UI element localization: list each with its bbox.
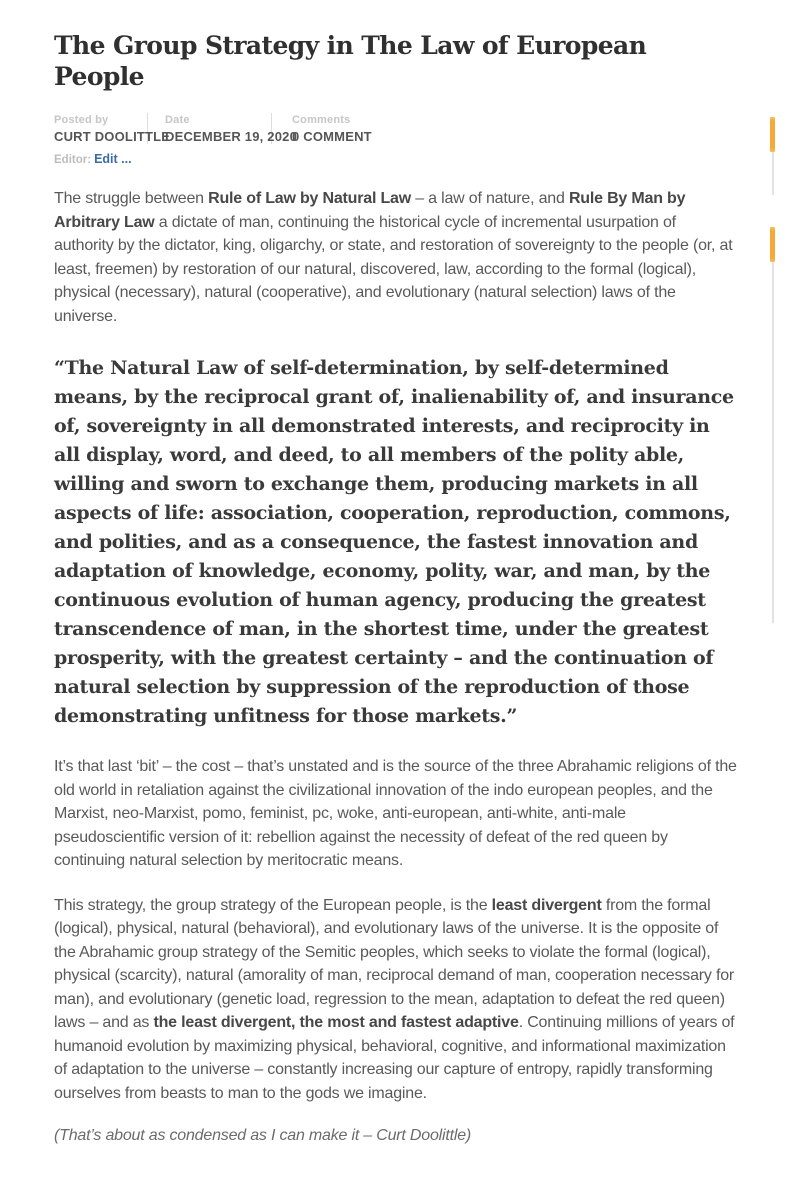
- paragraph-intro: The struggle between Rule of Law by Natural Law – a law of nature, and Rule By Man by Arbitrary Law a dictate of man, continuing the historical cycle of incremental usurpation of authority by the dictator, king, oligarchy, or state, and restoration of sovereignty to the people (or, at least, freemen) by restoration of our natural, discovered, law, according to the formal (logical), physical (necessary), natural (cooperative), and evolutionary (natural selection) laws of the universe.: [54, 190, 733, 325]
- comments-label: Comments: [292, 114, 351, 126]
- annotation-marker-1: [770, 117, 775, 195]
- signoff-note: (That’s about as condensed as I can make it – Curt Doolittle): [54, 1127, 472, 1144]
- annotation-marker-2: [770, 227, 775, 623]
- edit-link[interactable]: Edit ...: [94, 152, 132, 166]
- meta-posted-by: [54, 113, 171, 144]
- post-meta-row: [54, 113, 738, 144]
- date-value: DECEMBER 19, 2020: [165, 129, 298, 144]
- comments-value: 0 COMMENT: [292, 129, 372, 144]
- annotation-trail-line: [772, 152, 774, 195]
- highlight-marker-icon[interactable]: [770, 117, 775, 152]
- posted-by-value: CURT DOOLITTLE: [54, 129, 171, 144]
- paragraph-strategy: This strategy, the group strategy of the European people, is the least divergent from the formal (logical), physical, natural (behavioral), and evolutionary laws of the universe. It is the opposite of the Abrahamic group strategy of the Semitic peoples, which seeks to violate the formal (logical), physical (scarcity), natural (amorality of man, reciprocal demand of man, cooperation necessary for man), and evolutionary (genetic load, regression to the mean, adaptation to defeat the red queen) laws – and as the least divergent, the most and fastest adaptive. Continuing millions of years of humanoid evolution by maximizing physical, behavioral, cognitive, and informational maximization of adaptation to the universe – constantly increasing our capture of entropy, rapidly transforming ourselves from beasts to man to the gods we imagine.: [54, 896, 735, 1102]
- annotation-trail-line: [772, 262, 774, 623]
- natural-law-quote: “The Natural Law of self-determination, by self-determined means, by the reciprocal grant of, inalienability of, and insurance of, sovereignty in all demonstrated interests, and reciprocity in all display, word, and deed, to all members of the polity able, willing and sworn to exchange them, producing markets in all aspects of life: association, cooperation, reproduction, commons, and polities, and as a consequence, the fastest innovation and adaptation of knowledge, economy, polity, war, and man, by the continuous evolution of human agency, producing the greatest transcendence of man, in the shortest time, under the greatest prosperity, with the greatest certainty – and the continuation of natural selection by suppression of the reproduction of those demonstrating unfitness for those markets.”: [54, 357, 734, 727]
- editor-label: Editor:: [54, 154, 92, 166]
- annotation-rail: [770, 0, 778, 1000]
- page-title: The Group Strategy in The Law of European People: [54, 31, 647, 91]
- date-label: Date: [165, 114, 190, 126]
- meta-comments: [272, 113, 372, 144]
- paragraph-cost: It’s that last ‘bit’ – the cost – that’s unstated and is the source of the three Abrahamic religions of the old world in retaliation against the civilizational innovation of the indo european peoples, and the Marxist, neo-Marxist, pomo, feminist, pc, woke, anti-european, anti-white, anti-male pseudoscientific version of it: rebellion against the necessity of defeat of the red queen by continuing natural selection by meritocratic means.: [54, 758, 737, 869]
- meta-date: [148, 113, 298, 144]
- editor-line: [54, 152, 738, 166]
- highlight-marker-icon[interactable]: [770, 227, 775, 262]
- posted-by-label: Posted by: [54, 114, 109, 126]
